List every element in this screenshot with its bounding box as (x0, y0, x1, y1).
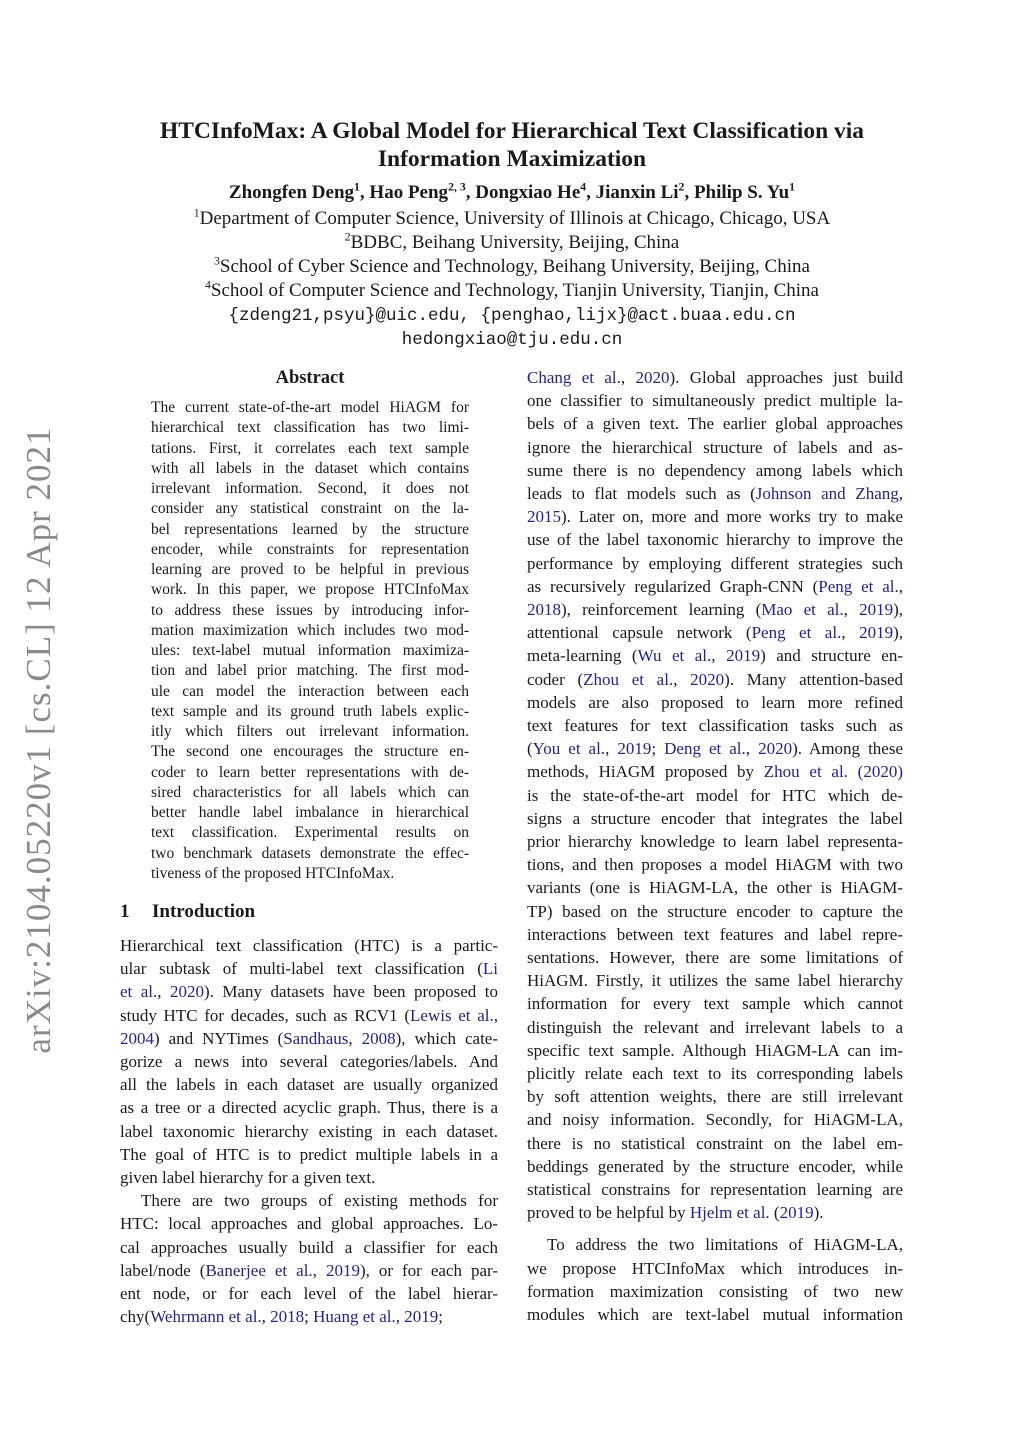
author-name: Jianxin Li (595, 182, 679, 203)
body-text: , (620, 368, 636, 387)
body-text: formation maximization consisting of two new (527, 1281, 903, 1301)
body-text-line (527, 412, 903, 435)
citation-link[interactable]: Huang et al. (313, 1307, 396, 1327)
abstract-line: work. In this paper, we propose HTCInfoMax (151, 581, 469, 599)
body-text: , (395, 1307, 405, 1327)
body-text: signs a structure encoder that integrates the label (527, 808, 903, 828)
body-text: , (843, 600, 860, 619)
body-text: tions, and then proposes a model HiAGM with two (527, 855, 903, 875)
body-text-line (120, 980, 498, 1003)
body-text: prior hierarchy knowledge to learn label representa- (527, 832, 903, 851)
body-text: interactions between text features and label repre- (527, 924, 903, 944)
body-text-line (527, 505, 903, 528)
body-text-line (527, 923, 903, 946)
abstract-line: irrelevant information. Second, it does not (151, 480, 469, 497)
abstract-line: coder to learn better representations with de- (151, 763, 469, 781)
body-text: distinguish the relevant and irrelevant labels to a (527, 1017, 903, 1037)
body-text-line (527, 1280, 903, 1303)
body-text: , (605, 739, 618, 759)
body-text: ). Later on, more and more works try to make (561, 507, 903, 527)
body-text: Hierarchical text classification (HTC) is a partic- (120, 936, 498, 955)
body-text: , (673, 669, 691, 689)
body-text: plicitly relate each text to its corresponding labels (527, 1064, 903, 1083)
body-text: ), (893, 600, 904, 619)
citation-link[interactable]: Zhou et al. (763, 762, 848, 782)
body-text: statistical constrains for representation learning are (527, 1180, 903, 1199)
body-text-line (527, 992, 903, 1015)
body-text: ), or for each par- (359, 1260, 499, 1280)
citation-link[interactable]: (2020) (857, 762, 903, 782)
body-text: HTC: local approaches and global approaches. Lo- (120, 1214, 498, 1234)
author-name: Dongxiao He (475, 182, 581, 203)
citation-link[interactable]: 2019 (404, 1307, 439, 1327)
abstract-line: ule can model the interaction between each (151, 682, 469, 700)
affiliation-1: $^1$Department of Computer Science, University of Illinois at Chicago, Chicago, USA (193, 206, 831, 229)
paper-title-line-2: Information Maximization (377, 146, 647, 172)
body-text: sume there is no dependency among labels which (527, 460, 903, 480)
body-text-line (120, 1143, 498, 1166)
body-text-line (527, 668, 903, 691)
abstract-line: hierarchical text classification has two limi- (151, 419, 469, 437)
body-text-line (120, 1259, 498, 1282)
body-text: cal approaches usually build a classifier for each (120, 1237, 498, 1257)
citation-link[interactable]: Zhou et al. (583, 669, 674, 689)
arxiv-identifier-stamp: arXiv:2104.05220v1 [cs.CL] 12 Apr 2021 (19, 426, 58, 1054)
body-text-line (527, 946, 903, 969)
body-text-line (120, 1073, 498, 1096)
citation-link[interactable]: Wu et al. (637, 646, 712, 666)
body-text: To address the two limitations of HiAGM-LA, (547, 1235, 903, 1255)
body-text: , (312, 1260, 326, 1280)
abstract-line: text sample and its ground truth labels explic- (151, 702, 469, 720)
body-text-line (120, 1004, 498, 1027)
body-text: , (348, 1028, 362, 1048)
body-text: attentional capsule network ( (527, 623, 752, 643)
body-text: ). Many datasets have been proposed to (204, 982, 498, 1002)
body-text-line (527, 1085, 903, 1108)
body-text: and noisy information. Secondly, for HiAGM-LA, (527, 1110, 903, 1130)
body-text: methods, HiAGM proposed by (527, 762, 764, 782)
body-text-line (527, 482, 903, 505)
body-text-line (527, 1155, 903, 1178)
citation-link[interactable]: 2019 (859, 623, 894, 643)
body-text: performance by employing different strategies such (527, 553, 903, 573)
abstract-line: mation maximization which includes two mod- (151, 621, 469, 639)
author-affiliation-mark: 1 (354, 180, 360, 194)
body-text-line (527, 575, 903, 598)
body-text: leads to flat models such as ( (527, 484, 756, 503)
body-text: ) and structure en- (760, 646, 904, 666)
abstract-line: two benchmark datasets demonstrate the effec- (151, 844, 469, 862)
author-list: Zhongfen Deng$^1$, Hao Peng$^{2, 3}$, Dongxiao He$^4$, Jianxin Li$^2$, Philip S. Yu$^1$ (228, 180, 796, 203)
body-text: label/node ( (120, 1260, 206, 1280)
citation-link[interactable]: 2018 (527, 600, 561, 619)
body-text: , (898, 484, 903, 503)
body-text: ). Many attention-based (724, 669, 903, 689)
affiliation-3: $^3$School of Cyber Science and Technology, Beihang University, Beijing, China (214, 254, 810, 277)
body-text: as a tree or a directed acyclic graph. Thus, there is a (120, 1098, 498, 1118)
abstract-line: better handle label imbalance in hierarchical (151, 804, 469, 821)
citation-link[interactable]: 2020 (635, 368, 670, 387)
body-text: modules which are text-label mutual information (527, 1305, 903, 1324)
body-text-line (527, 1257, 903, 1280)
body-text-line (527, 1132, 903, 1155)
abstract-line: tion and label prior matching. The first mod- (151, 662, 469, 680)
body-text: ), (893, 623, 903, 643)
citation-link[interactable]: 2019 (617, 739, 652, 759)
body-text-line (527, 1303, 903, 1326)
citation-link[interactable]: 2019 (325, 1260, 360, 1280)
body-text-line (527, 1201, 903, 1224)
body-text-line (120, 1236, 498, 1259)
body-text-line (527, 1178, 903, 1201)
body-text-line (120, 1305, 498, 1328)
citation-link[interactable]: Deng et al. (664, 739, 746, 759)
section-heading-introduction (120, 900, 255, 924)
abstract-line: ules: text-label mutual information maximiza- (151, 642, 469, 659)
body-text: coder ( (527, 669, 584, 689)
body-text-line (527, 969, 903, 992)
body-text: all the labels in each dataset are usually organized (120, 1075, 498, 1095)
citation-link[interactable]: Wehrmann et al. (150, 1307, 262, 1327)
body-text: ular subtask of multi-label text classification ( (120, 959, 483, 979)
body-text: chy( (120, 1307, 151, 1327)
affiliation-4: $^4$School of Computer Science and Technology, Tianjin University, Tianjin, China (205, 278, 819, 301)
body-text: , (745, 739, 759, 759)
body-text: There are two groups of existing methods for (141, 1191, 498, 1211)
body-text: ( (769, 1203, 780, 1223)
body-text: The goal of HTC is to predict multiple labels in a (120, 1144, 498, 1164)
body-text-line (120, 957, 498, 980)
author-name: Hao Peng (369, 182, 449, 203)
abstract-line: The second one encourages the structure en- (151, 743, 469, 761)
body-text: ) and NYTimes ( (154, 1028, 284, 1048)
body-text: ; (438, 1307, 443, 1327)
body-text: there is no statistical constraint on the label em- (527, 1133, 903, 1153)
body-text-line (120, 934, 498, 957)
abstract-line: text classification. Experimental results on (151, 824, 469, 842)
body-text-line (527, 1039, 903, 1062)
body-text-line (120, 1120, 498, 1143)
body-text-line (527, 1108, 903, 1131)
citation-link[interactable]: Banerjee et al. (205, 1260, 313, 1280)
paper-title-line-1: HTCInfoMax: A Global Model for Hierarchical Text Classification via (159, 118, 865, 144)
body-text: as recursively regularized Graph-CNN ( (527, 576, 819, 596)
body-text: ). Global approaches just build (669, 368, 904, 387)
citation-link[interactable]: 2020 (758, 739, 793, 759)
body-text-line (527, 528, 903, 551)
affiliation-2: $^2$BDBC, Beihang University, Beijing, China (344, 230, 680, 253)
body-text: text features for text classification tasks such as (527, 716, 903, 735)
body-text-line (527, 644, 903, 667)
body-text-line (527, 760, 903, 783)
body-text: , (493, 1005, 498, 1025)
author-affiliation-mark: 1 (789, 180, 796, 194)
body-text: gorize a news into several categories/labels. And (120, 1052, 498, 1071)
body-text-line (527, 389, 903, 412)
body-text-line (527, 1016, 903, 1039)
citation-link[interactable]: Peng et al. (751, 623, 842, 643)
citation-link[interactable]: 2015 (527, 507, 561, 527)
body-text-line (120, 1166, 498, 1189)
abstract-line: The current state-of-the-art model HiAGM for (151, 399, 469, 416)
body-text: specific text sample. Although HiAGM-LA can im- (527, 1040, 903, 1060)
abstract-line: tations. First, it correlates each text sample (151, 439, 469, 457)
citation-link[interactable]: Sandhaus (283, 1028, 349, 1048)
body-text-line (120, 1282, 498, 1305)
body-text-line (527, 784, 903, 807)
author-name: Philip S. Yu (693, 182, 790, 203)
citation-link[interactable]: You et al. (532, 739, 606, 759)
citation-link[interactable]: 2019 (779, 1203, 814, 1223)
section-number: 1 (120, 901, 130, 922)
body-text: proved to be helpful by (527, 1203, 690, 1223)
body-text: ). (813, 1203, 824, 1223)
body-text: variants (one is HiAGM-LA, the other is HiAGM- (527, 878, 903, 898)
body-text: one classifier to simultaneously predict multiple la- (527, 391, 903, 411)
body-text-line (527, 366, 903, 389)
body-text: ( (527, 739, 533, 759)
citation-link[interactable]: 2018 (270, 1307, 305, 1327)
body-text: ; (651, 739, 665, 759)
body-text: , (157, 982, 170, 1002)
abstract-line: consider any statistical constraint on the la- (151, 500, 469, 518)
body-text: TP) based on the structure encoder to capture the (527, 901, 903, 921)
body-text: , (898, 576, 903, 596)
body-text: ; (304, 1307, 314, 1327)
body-text-line (527, 459, 903, 482)
citation-link[interactable]: 2004 (120, 1028, 154, 1048)
body-text: ), reinforcement learning ( (561, 600, 762, 619)
abstract-line: to address these issues by introducing infor- (151, 601, 469, 619)
author-name: Zhongfen Deng (228, 182, 355, 203)
citation-link[interactable]: Hjelm et al. (689, 1203, 770, 1223)
body-text-line (120, 1212, 498, 1235)
abstract-line: encoder, while constraints for representation (151, 540, 469, 558)
abstract-line: with all labels in the dataset which contains (151, 459, 469, 477)
body-text-line (547, 1233, 903, 1256)
body-text: HiAGM. Firstly, it utilizes the same label hierarchy (527, 971, 903, 991)
body-text: , (261, 1307, 271, 1327)
body-text-line (527, 621, 903, 644)
body-text-line (527, 900, 903, 923)
section-title: Introduction (152, 901, 256, 922)
abstract-line: itly which filters out irrelevant information. (151, 723, 469, 740)
body-text-line (527, 714, 903, 737)
body-text: ent node, or for each level of the label hierar- (120, 1284, 498, 1303)
abstract-line: bel representations learned by the structure (151, 520, 469, 538)
body-text-line (527, 436, 903, 459)
body-text: given label hierarchy for a given text. (120, 1168, 376, 1187)
body-text: information for every text sample which cannot (527, 994, 903, 1014)
citation-link[interactable]: Peng et al. (818, 576, 899, 596)
abstract-line: sired characteristics for all labels which can (151, 783, 469, 801)
body-text: sentations. However, there are some limitations of (527, 948, 903, 967)
body-text: beddings generated by the structure encoder, while (527, 1156, 903, 1176)
body-text: by soft attention weights, there are still irrelevant (527, 1087, 903, 1107)
citation-link[interactable]: 2020 (690, 669, 725, 689)
body-text: label taxonomic hierarchy existing in each dataset. (120, 1121, 498, 1141)
body-text-line (120, 1050, 498, 1073)
body-text-line (527, 737, 903, 760)
email-line-1: {zdeng21,psyu}@uic.edu, {penghao,lijx}@act.buaa.edu.cn (228, 306, 796, 326)
body-text: meta-learning ( (527, 646, 638, 666)
body-text-line (527, 876, 903, 899)
body-text: we propose HTCInfoMax which introduces in- (527, 1258, 903, 1278)
body-text-line (141, 1189, 498, 1212)
body-text-line (527, 807, 903, 830)
body-text-line (120, 1027, 498, 1050)
author-affiliation-mark: 2 (678, 180, 685, 194)
body-text: , (711, 646, 727, 666)
body-text: models are also proposed to learn more refined (527, 692, 903, 712)
citation-link[interactable]: 2020 (170, 982, 204, 1002)
citation-link[interactable]: Mao et al. (761, 600, 844, 619)
body-text: bels of a given text. The earlier global approaches (527, 414, 903, 434)
body-text-line (527, 830, 903, 853)
body-text: ), which cate- (395, 1028, 498, 1048)
abstract-line: tiveness of the proposed HTCInfoMax. (151, 864, 395, 882)
author-affiliation-mark: 4 (580, 180, 587, 194)
author-affiliation-mark: 2, 3 (448, 180, 466, 194)
abstract-heading: Abstract (275, 368, 345, 388)
body-text-line (527, 552, 903, 575)
body-text: ). Among these (792, 739, 904, 759)
body-text-line (527, 691, 903, 714)
body-text-line (120, 1096, 498, 1119)
citation-link[interactable]: Lewis et al. (410, 1005, 494, 1025)
body-text: study HTC for decades, such as RCV1 ( (120, 1005, 411, 1025)
email-line-2: hedongxiao@tju.edu.cn (401, 330, 623, 350)
citation-link[interactable]: Li (482, 959, 498, 979)
body-text-line (527, 1062, 903, 1085)
citation-link[interactable]: 2008 (361, 1028, 396, 1048)
citation-link[interactable]: 2019 (859, 600, 894, 619)
body-text-line (527, 598, 903, 621)
body-text: is the state-of-the-art model for HTC which de- (527, 785, 903, 805)
body-text-line (527, 853, 903, 876)
citation-link[interactable]: et al. (120, 982, 158, 1002)
citation-link[interactable]: Chang et al. (527, 368, 621, 387)
body-text: use of the label taxonomic hierarchy to improve the (527, 530, 903, 550)
abstract-line: learning are proved to be helpful in previous (151, 561, 469, 578)
citation-link[interactable]: Johnson and Zhang (755, 484, 899, 503)
citation-link[interactable]: 2019 (726, 646, 761, 666)
body-text: , (841, 623, 860, 643)
body-text (848, 762, 858, 781)
body-text: ignore the hierarchical structure of labels and as- (527, 437, 903, 457)
